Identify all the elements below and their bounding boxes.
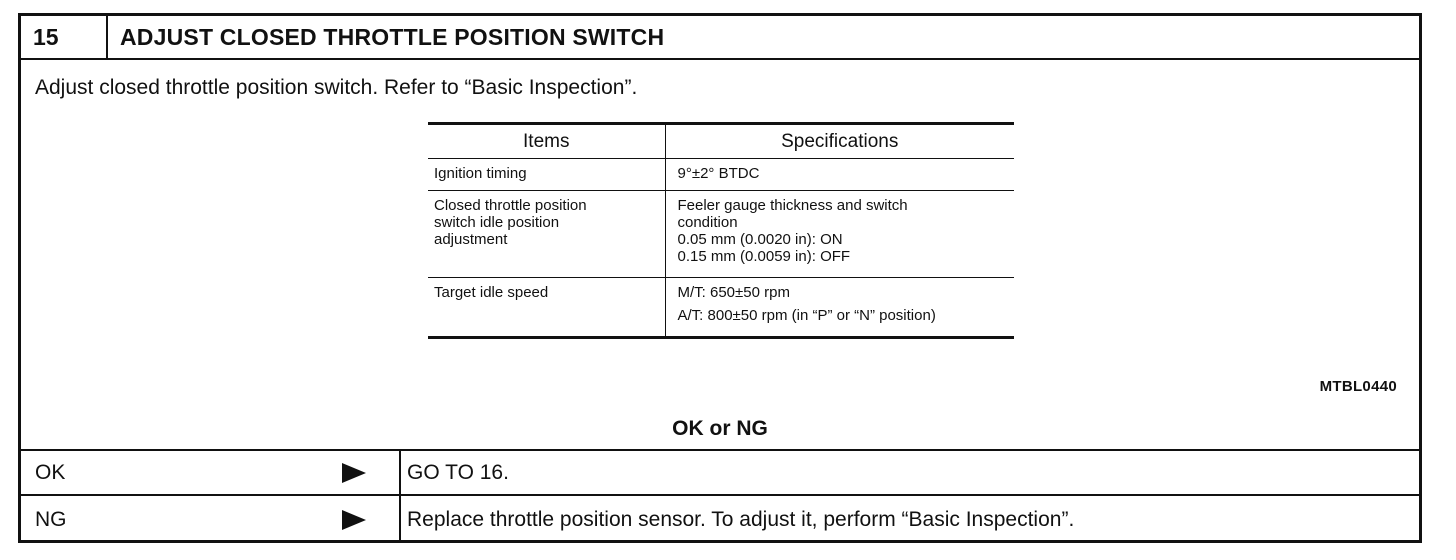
table-row (428, 278, 1014, 338)
step-title: ADJUST CLOSED THROTTLE POSITION SWITCH (120, 24, 665, 50)
instruction-text: Adjust closed throttle position switch. Refer to “Basic Inspection”. (35, 76, 638, 99)
result-action: GO TO 16. (407, 460, 509, 484)
step-number: 15 (21, 16, 108, 58)
result-row-ok (21, 449, 1419, 494)
spec-cell (665, 278, 1014, 338)
spec-line: 0.05 mm (0.0020 in): ON (677, 231, 843, 248)
reference-code: MTBL0440 (1319, 378, 1397, 395)
spec-cell (665, 159, 1014, 191)
result-action: Replace throttle position sensor. To adjust it, perform “Basic Inspection”. (407, 507, 1075, 531)
spec-line: A/T: 800±50 rpm (in “P” or “N” position) (677, 307, 936, 324)
column-header-items: Items (428, 124, 665, 159)
spec-line: 9°±2° BTDC (677, 165, 760, 182)
spec-table-header-row (428, 124, 1014, 159)
table-row (428, 159, 1014, 191)
result-condition-cell (21, 451, 401, 494)
column-header-specifications: Specifications (665, 124, 1014, 159)
spec-line: Feeler gauge thickness and switch condition (677, 197, 908, 231)
result-row-ng (21, 494, 1419, 543)
table-row (428, 191, 1014, 278)
item-cell: Ignition timing (428, 159, 665, 191)
procedure-frame (18, 13, 1422, 543)
spec-line: 0.15 mm (0.0059 in): OFF (677, 248, 851, 265)
result-condition-cell (21, 496, 401, 543)
spec-cell (665, 191, 1014, 278)
ok-or-ng-label: OK or NG (672, 417, 768, 440)
item-cell: Closed throttle position switch idle position adjustment (428, 191, 665, 278)
step-header (21, 16, 1419, 60)
spec-table (428, 122, 1014, 339)
result-label: NG (35, 507, 67, 531)
result-label: OK (35, 460, 66, 484)
spec-line: M/T: 650±50 rpm (677, 284, 790, 301)
arrow-right-icon (342, 463, 366, 483)
arrow-right-icon (342, 510, 366, 530)
item-cell: Target idle speed (428, 278, 665, 338)
